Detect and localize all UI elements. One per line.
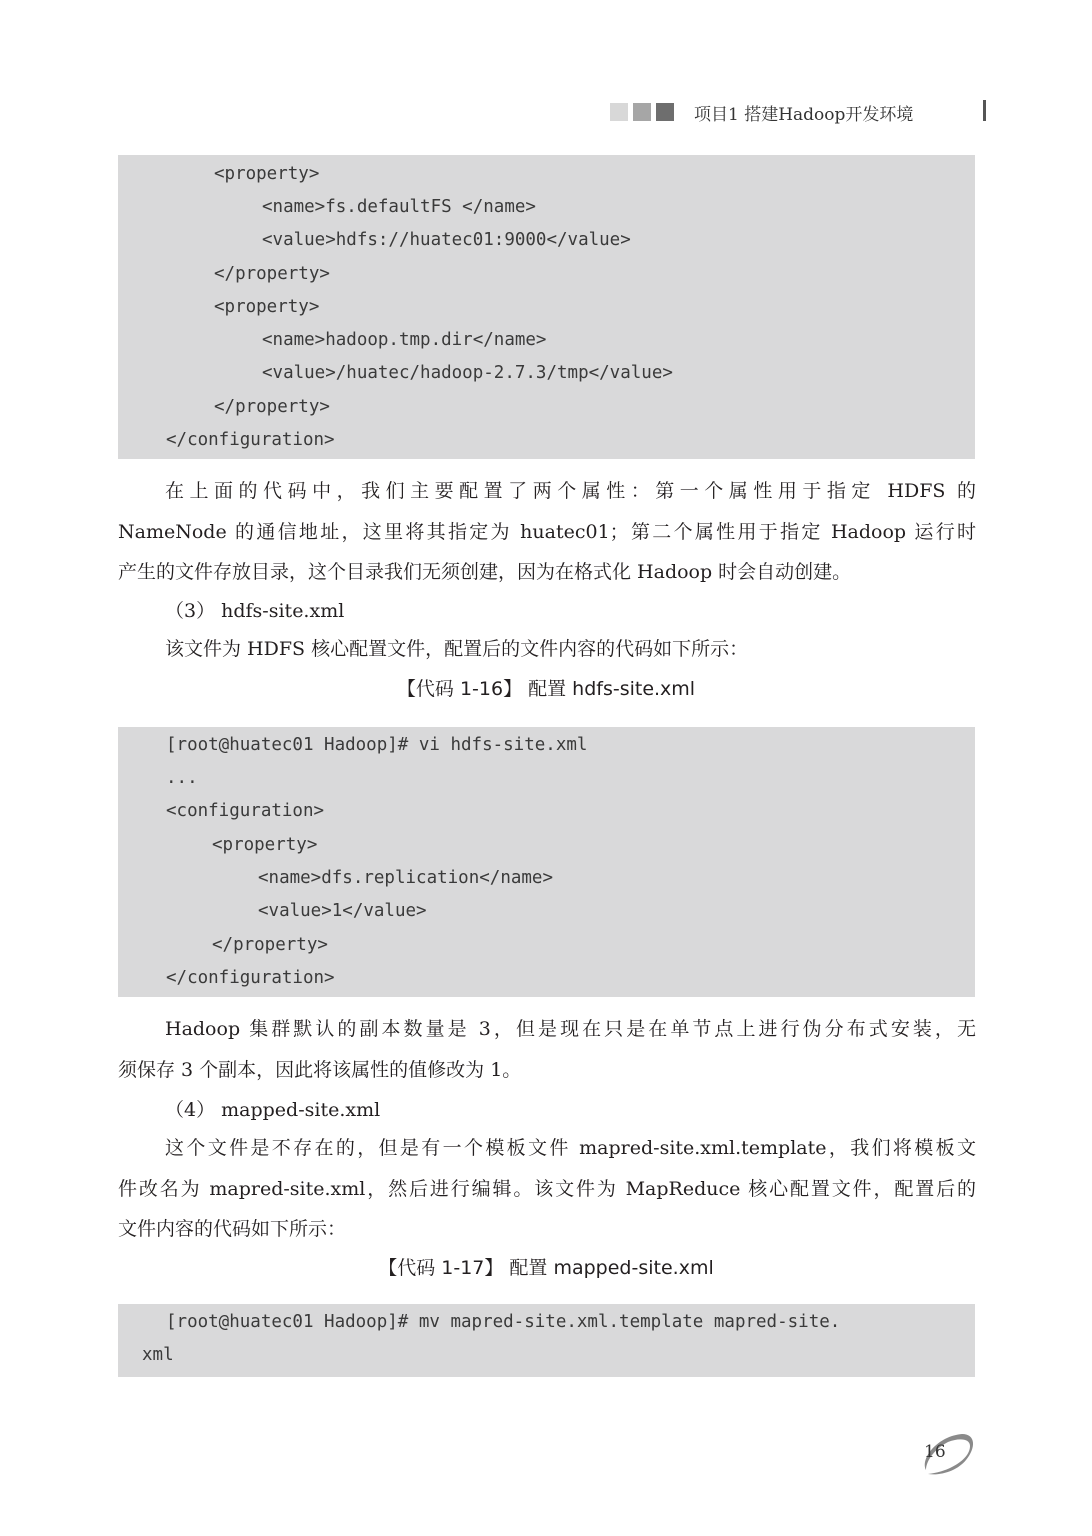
code-line: <name>hadoop.tmp.dir</name> <box>262 330 547 350</box>
code-caption-1-16: 【代码 1-16】 配置 hdfs-site.xml <box>396 678 696 700</box>
code-line: xml <box>142 1345 174 1365</box>
page-number <box>918 1430 978 1480</box>
paragraph-line: Hadoop 集群默认的副本数量是 3，但是现在只是在单节点上进行伪分布式安装，无 <box>165 1018 976 1040</box>
code-line: <value>hdfs://huatec01:9000</value> <box>262 230 631 250</box>
paragraph-line: 在上面的代码中，我们主要配置了两个属性：第一个属性用于指定 HDFS 的 <box>165 480 976 502</box>
paragraph-line: 件改名为 mapred-site.xml，然后进行编辑。该文件为 MapReduce 核心配置文件，配置后的 <box>118 1177 976 1200</box>
paragraph-hdfs-intro: 该文件为 HDFS 核心配置文件，配置后的文件内容的代码如下所示： <box>165 638 749 660</box>
paragraph-line: 文件内容的代码如下所示： <box>118 1218 347 1240</box>
code-line: </property> <box>214 397 330 417</box>
code-line: [root@huatec01 Hadoop]# mv mapred-site.xml.template mapred-site. <box>166 1312 841 1332</box>
code-line: </configuration> <box>166 430 335 450</box>
running-header <box>610 98 982 126</box>
code-line: <name>dfs.replication</name> <box>258 868 554 888</box>
code-line: <property> <box>214 164 320 184</box>
header-block-dark <box>656 103 674 121</box>
code-line: <configuration> <box>166 801 325 821</box>
paragraph-explanation-core-site <box>118 471 976 593</box>
code-line: </property> <box>214 264 330 284</box>
code-block-2 <box>118 727 975 997</box>
header-block-light <box>610 103 628 121</box>
code-block-1 <box>118 155 975 459</box>
code-caption-1-17: 【代码 1-17】 配置 mapped-site.xml <box>378 1257 714 1279</box>
paragraph-line: 须保存 3 个副本，因此将该属性的值修改为 1。 <box>118 1058 522 1081</box>
code-block-3 <box>118 1304 975 1377</box>
code-line: <value>/huatec/hadoop-2.7.3/tmp</value> <box>262 363 673 383</box>
paragraph-replication <box>118 1009 976 1090</box>
code-line: <value>1</value> <box>258 901 427 921</box>
list-item-hdfs-site: （3） hdfs-site.xml <box>165 600 345 622</box>
paragraph-mapred-intro <box>118 1128 976 1250</box>
code-line: </property> <box>212 935 328 955</box>
header-title: 项目1 搭建Hadoop开发环境 <box>694 104 914 125</box>
paragraph-line: 这个文件是不存在的，但是有一个模板文件 mapred-site.xml.template，我们将模板文 <box>165 1137 976 1159</box>
code-line: ... <box>166 768 198 788</box>
list-item-mapped-site: （4） mapped-site.xml <box>165 1099 381 1121</box>
paragraph-line: NameNode 的通信地址，这里将其指定为 huatec01；第二个属性用于指定 Hadoop 运行时 <box>118 520 976 543</box>
code-line: <property> <box>214 297 320 317</box>
page-number-text: 16 <box>924 1442 946 1462</box>
code-line: </configuration> <box>166 968 335 988</box>
code-line: <name>fs.defaultFS </name> <box>262 197 536 217</box>
code-line: [root@huatec01 Hadoop]# vi hdfs-site.xml <box>166 735 588 755</box>
code-line: <property> <box>212 835 318 855</box>
header-end-bar <box>983 100 986 121</box>
header-block-mid <box>633 103 651 121</box>
paragraph-line: 产生的文件存放目录，这个目录我们无须创建，因为在格式化 Hadoop 时会自动创建。 <box>118 561 852 583</box>
